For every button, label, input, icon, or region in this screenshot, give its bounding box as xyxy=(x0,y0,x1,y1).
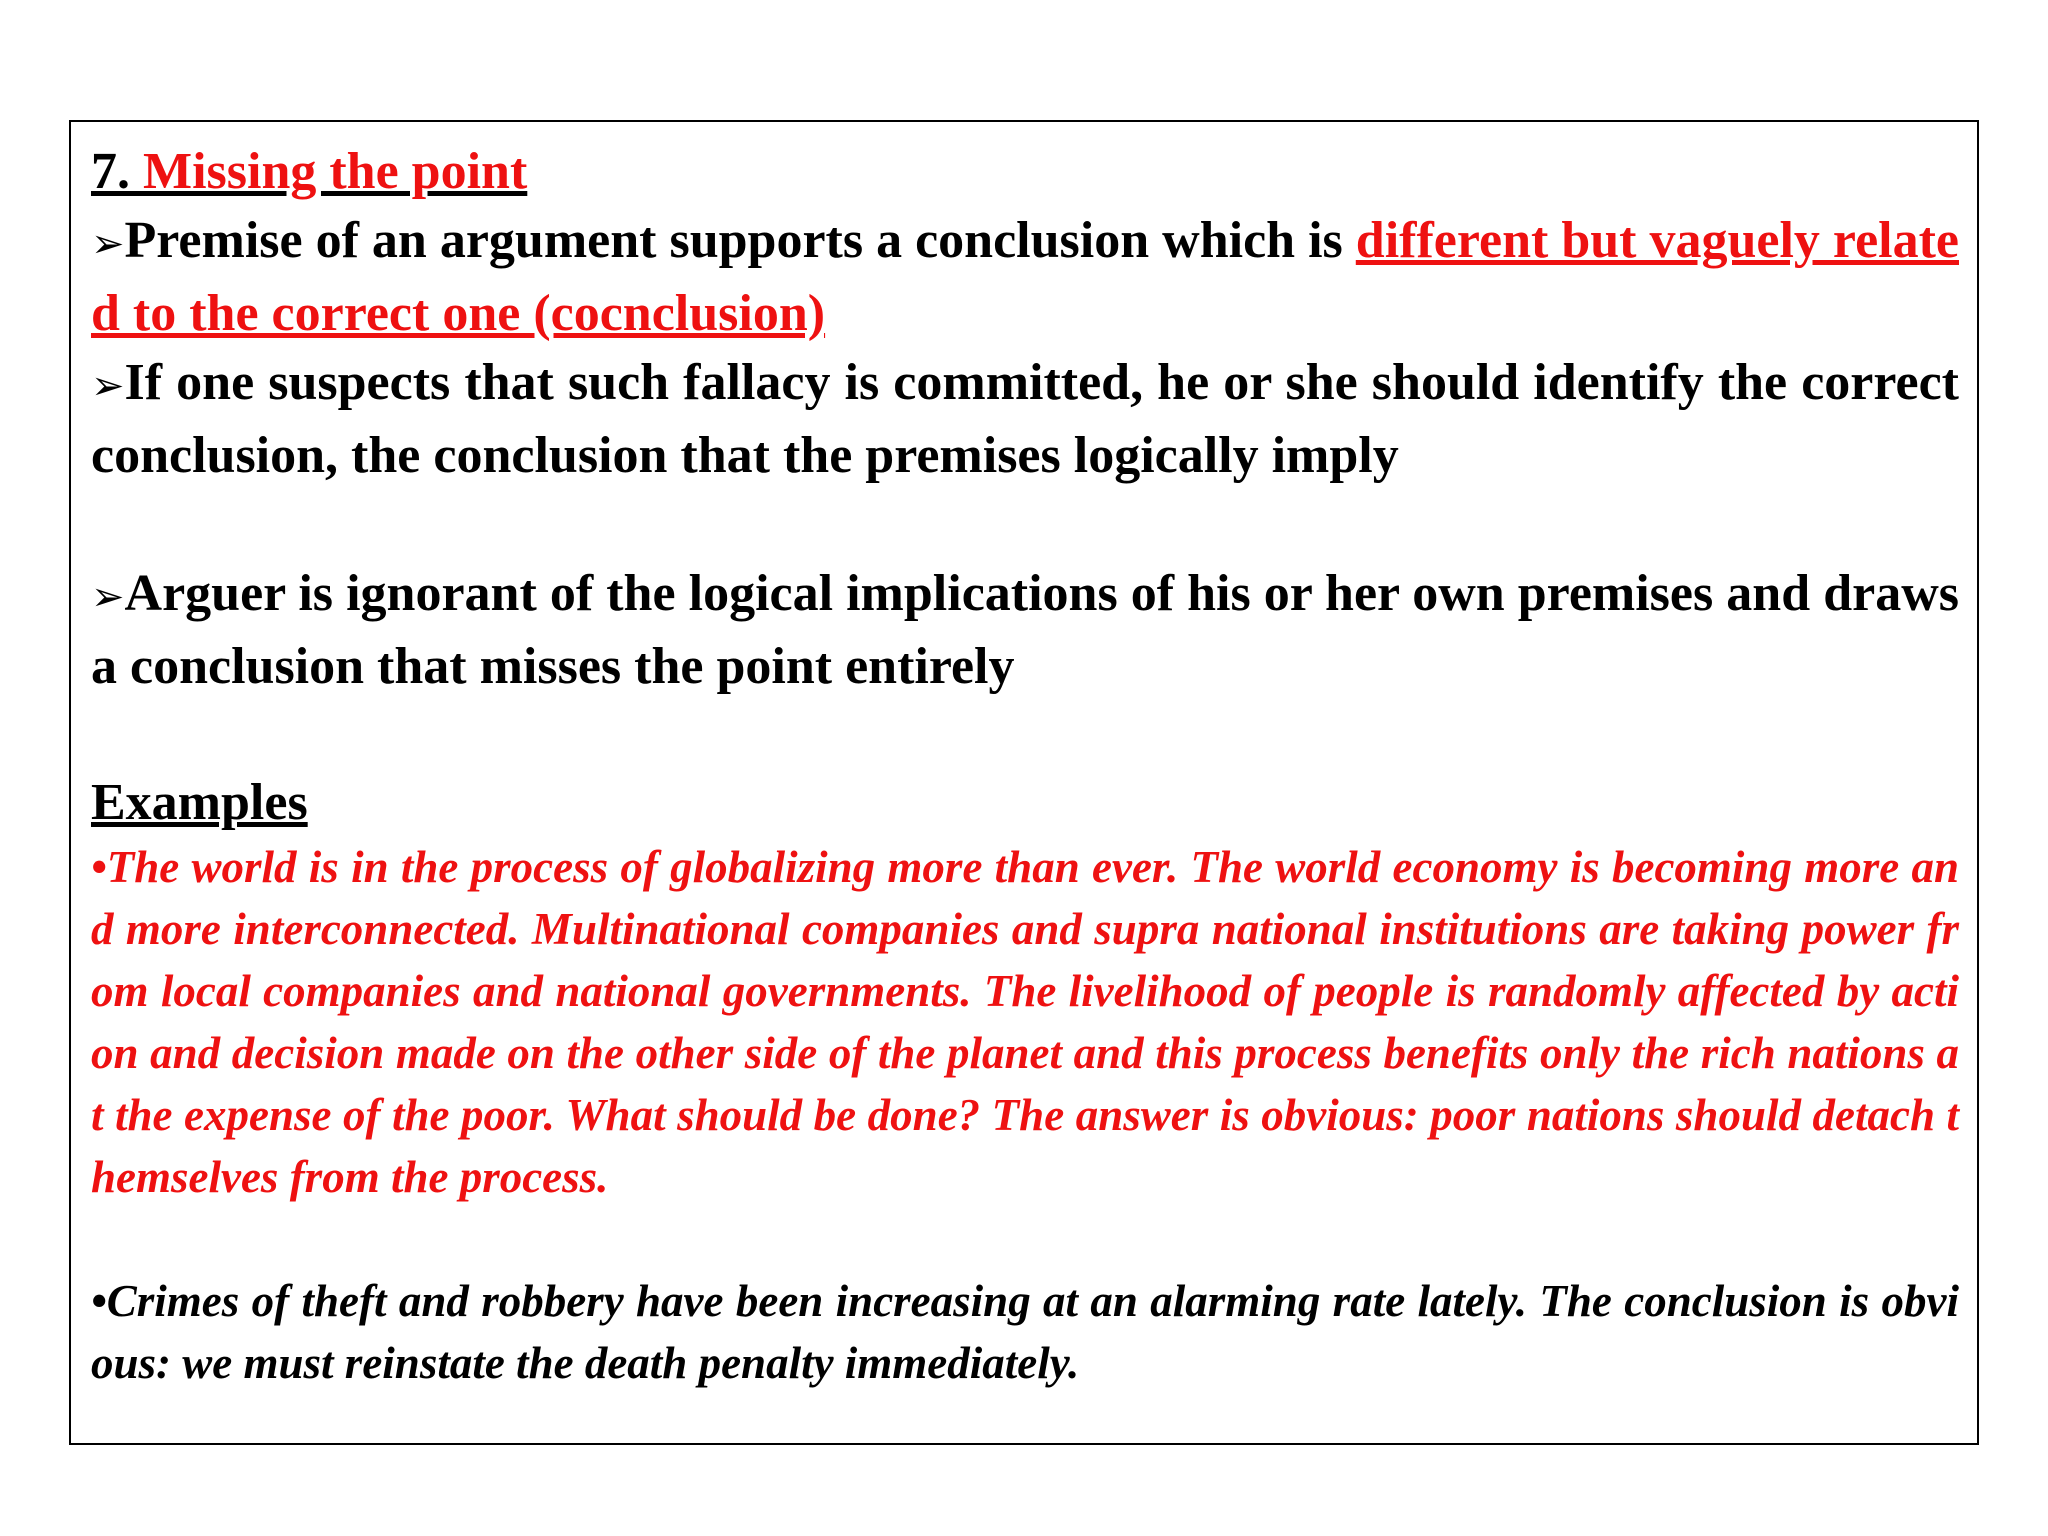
spacer xyxy=(91,701,1959,770)
arrow-bullet-icon: ➢ xyxy=(91,363,125,409)
arrow-bullet-icon: ➢ xyxy=(91,221,125,267)
example-crime-text: Crimes of theft and robbery have been increasing at an alarming rate lately. The conclusion is obvious: we must reinstate the death penalty immediately. xyxy=(91,1276,1959,1388)
slide-content xyxy=(91,138,1959,1394)
section-heading xyxy=(91,138,1959,206)
bullet-premise-highlight: different but vaguely related to the correct one (cocnclusion) xyxy=(91,212,1959,342)
spacer xyxy=(91,490,1959,559)
heading-number: 7. xyxy=(91,143,130,200)
bullet-premise xyxy=(91,206,1959,348)
bullet-premise-text: Premise of an argument supports a conclusion which is xyxy=(124,212,1356,269)
heading-title: Missing the point xyxy=(143,143,528,200)
heading-spacer xyxy=(130,143,143,200)
spacer xyxy=(91,1208,1959,1270)
dot-bullet-icon: • xyxy=(91,842,107,892)
slide-frame xyxy=(69,120,1979,1445)
bullet-arguer-text: Arguer is ignorant of the logical implications of his or her own premises and draws a conclusion that misses the point entirely xyxy=(91,565,1959,695)
bullet-arguer xyxy=(91,559,1959,701)
examples-heading: Examples xyxy=(91,774,308,831)
arrow-bullet-icon: ➢ xyxy=(91,574,125,620)
dot-bullet-icon: • xyxy=(91,1276,107,1326)
bullet-suspect xyxy=(91,348,1959,490)
example-globalization-text: The world is in the process of globalizing more than ever. The world economy is becoming more and more interconnected. Multinational companies and supra national institutions are taking power from local companies and national governments. The livelihood of people is randomly affected by action and decision made on the other side of the planet and this process benefits only the rich nations at the expense of the poor. What should be done? The answer is obvious: poor nations should detach themselves from the process. xyxy=(91,842,1959,1202)
example-globalization xyxy=(91,836,1959,1208)
example-crime xyxy=(91,1270,1959,1394)
bullet-suspect-text: If one suspects that such fallacy is committed, he or she should identify the correct conclusion, the conclusion that the premises logically imply xyxy=(91,354,1959,484)
